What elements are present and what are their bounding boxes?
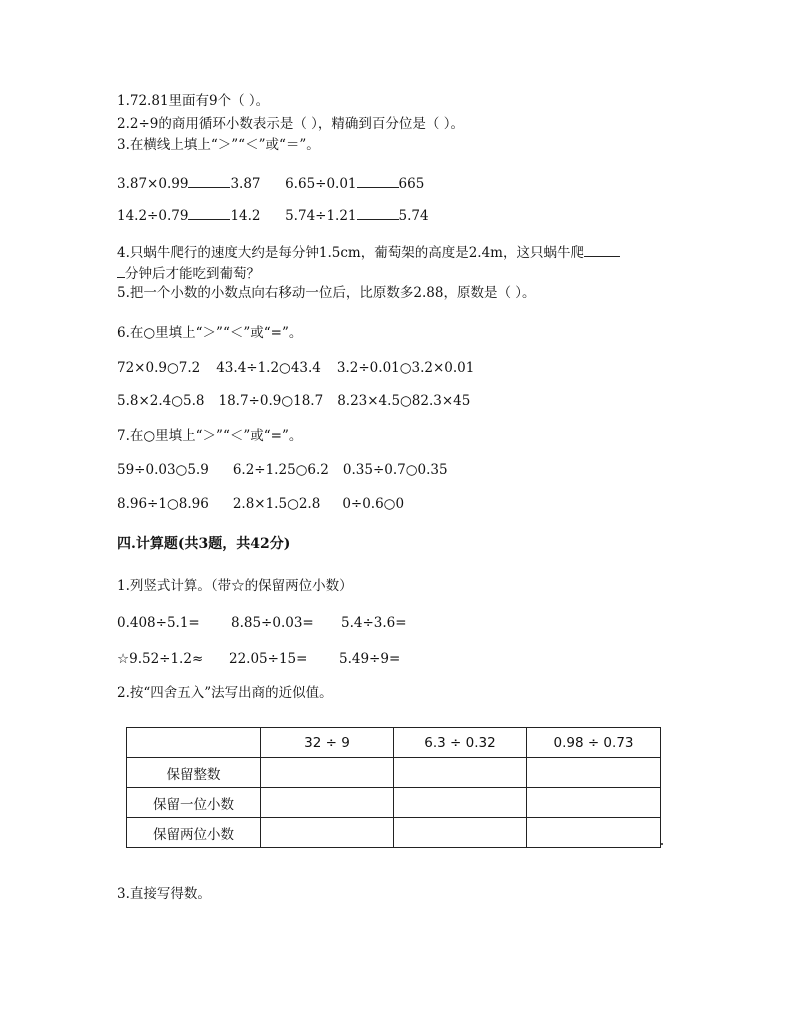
calc-item[interactable]: ☆9.52÷1.2≈ bbox=[117, 651, 204, 667]
row-label: 保留整数 bbox=[127, 758, 261, 788]
question-5: 5.把一个小数的小数点向右移动一位后，比原数多2.88，原数是（ ）。 bbox=[117, 285, 536, 301]
table-header-cell: 6.3 ÷ 0.32 bbox=[394, 728, 527, 758]
expr-left: 6.65÷0.01 bbox=[285, 176, 357, 192]
compare-item[interactable]: 6.2÷1.25○6.2 bbox=[232, 462, 329, 478]
question-7: 7.在○里填上“＞”“＜”或“=”。 bbox=[117, 428, 303, 444]
question-6: 6.在○里填上“＞”“＜”或“=”。 bbox=[117, 325, 303, 341]
question-3-row-1 bbox=[117, 173, 424, 193]
question-3: 3.在横线上填上“＞”“＜”或“＝”。 bbox=[117, 137, 320, 153]
expr-right: 14.2 bbox=[230, 208, 261, 224]
compare-item[interactable]: 72×0.9○7.2 bbox=[117, 360, 201, 376]
section-heading: 四.计算题(共3题，共42分) bbox=[117, 536, 291, 552]
compare-item[interactable]: 8.96÷1○8.96 bbox=[117, 496, 209, 512]
row-label: 保留两位小数 bbox=[127, 818, 261, 848]
expr-left: 3.87×0.99 bbox=[117, 176, 189, 192]
compare-item[interactable]: 3.2÷0.01○3.2×0.01 bbox=[336, 360, 475, 376]
calc-item[interactable]: 5.4÷3.6= bbox=[341, 615, 407, 631]
answer-cell[interactable] bbox=[394, 758, 527, 788]
answer-blank[interactable] bbox=[584, 242, 620, 257]
compare-item[interactable]: 0.35÷0.7○0.35 bbox=[342, 462, 448, 478]
calc-question-3: 3.直接写得数。 bbox=[117, 886, 211, 902]
question-4-line-1 bbox=[117, 242, 620, 262]
expr-left: 5.74÷1.21 bbox=[285, 208, 357, 224]
compare-item[interactable]: 8.23×4.5○82.3×45 bbox=[337, 393, 471, 409]
answer-cell[interactable] bbox=[527, 788, 661, 818]
table-row bbox=[127, 788, 661, 818]
answer-blank[interactable] bbox=[188, 173, 230, 188]
question-7-row-2 bbox=[117, 495, 404, 513]
table-header-cell bbox=[127, 728, 261, 758]
table-header-cell: 0.98 ÷ 0.73 bbox=[527, 728, 661, 758]
answer-cell[interactable] bbox=[527, 818, 661, 848]
answer-blank[interactable] bbox=[117, 263, 125, 278]
calc-row-2 bbox=[117, 650, 400, 668]
calc-item[interactable]: 22.05÷15= bbox=[229, 651, 308, 667]
question-2: 2.2÷9的商用循环小数表示是（ ），精确到百分位是（ ）。 bbox=[117, 116, 464, 132]
table-header-cell: 32 ÷ 9 bbox=[261, 728, 394, 758]
answer-cell[interactable] bbox=[527, 758, 661, 788]
question-4-text: 4.只蜗牛爬行的速度大约是每分钟1.5cm，葡萄架的高度是2.4m，这只蜗牛爬 bbox=[117, 245, 584, 261]
answer-blank[interactable] bbox=[188, 205, 230, 220]
calc-question-1: 1.列竖式计算。（带☆的保留两位小数） bbox=[117, 578, 353, 594]
question-7-row-1 bbox=[117, 461, 448, 479]
answer-cell[interactable] bbox=[261, 758, 394, 788]
approximation-table bbox=[126, 727, 661, 848]
answer-cell[interactable] bbox=[394, 818, 527, 848]
compare-item[interactable]: 43.4÷1.2○43.4 bbox=[216, 360, 321, 376]
answer-cell[interactable] bbox=[261, 818, 394, 848]
compare-item[interactable]: 18.7÷0.9○18.7 bbox=[218, 393, 324, 409]
question-3-row-2 bbox=[117, 205, 429, 225]
calc-row-1 bbox=[117, 614, 407, 632]
compare-item[interactable]: 0÷0.6○0 bbox=[342, 496, 405, 512]
calc-question-2: 2.按“四舍五入”法写出商的近似值。 bbox=[117, 685, 333, 701]
question-4-line-2 bbox=[117, 263, 260, 283]
question-4-text-cont: 分钟后才能吃到葡萄？ bbox=[125, 266, 260, 282]
table-row bbox=[127, 818, 661, 848]
row-label: 保留一位小数 bbox=[127, 788, 261, 818]
answer-cell[interactable] bbox=[394, 788, 527, 818]
expr-right: 3.87 bbox=[230, 176, 261, 192]
answer-blank[interactable] bbox=[357, 205, 399, 220]
answer-blank[interactable] bbox=[357, 173, 399, 188]
question-6-row-2 bbox=[117, 392, 470, 410]
question-1: 1.72.81里面有9个（ ）。 bbox=[117, 93, 270, 109]
compare-item[interactable]: 59÷0.03○5.9 bbox=[117, 462, 209, 478]
expr-right: 5.74 bbox=[398, 208, 429, 224]
question-6-row-1 bbox=[117, 359, 474, 377]
table-header-row bbox=[127, 728, 661, 758]
calc-item[interactable]: 8.85÷0.03= bbox=[231, 615, 314, 631]
expr-left: 14.2÷0.79 bbox=[117, 208, 189, 224]
table-row bbox=[127, 758, 661, 788]
expr-right: 665 bbox=[398, 176, 425, 192]
answer-cell[interactable] bbox=[261, 788, 394, 818]
stray-dot bbox=[661, 843, 663, 845]
compare-item[interactable]: 2.8×1.5○2.8 bbox=[232, 496, 321, 512]
compare-item[interactable]: 5.8×2.4○5.8 bbox=[117, 393, 205, 409]
calc-item[interactable]: 0.408÷5.1= bbox=[117, 615, 200, 631]
calc-item[interactable]: 5.49÷9= bbox=[339, 651, 401, 667]
